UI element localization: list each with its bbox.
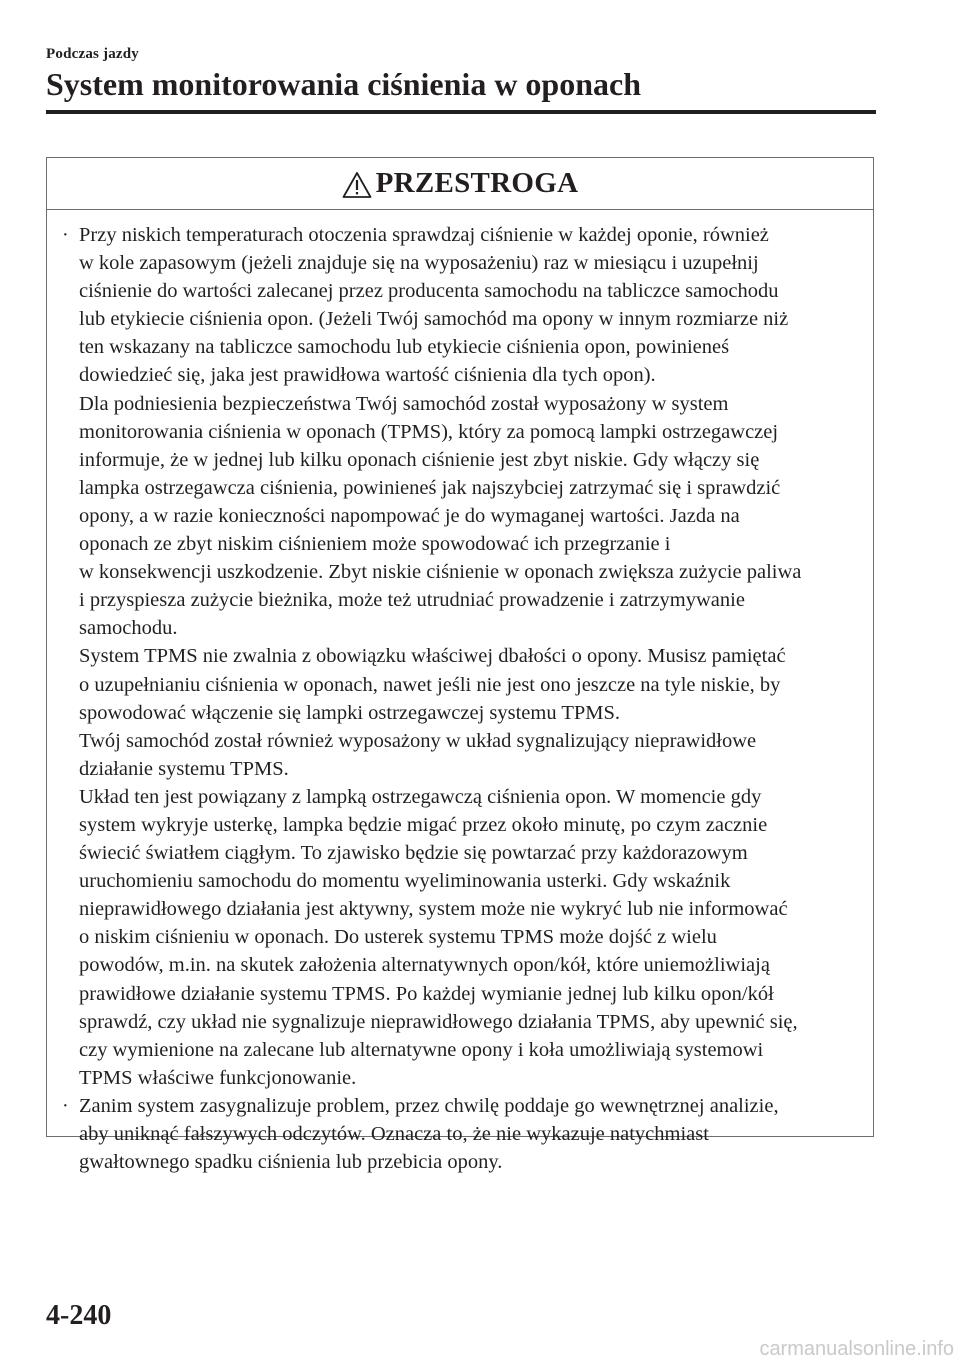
text-line: uruchomieniu samochodu do momentu wyeliminowania usterki. Gdy wskaźnik (79, 870, 731, 893)
text-line: w konsekwencji uszkodzenie. Zbyt niskie ciśnienie w oponach zwiększa zużycie paliwa (79, 561, 802, 584)
text-line: o niskim ciśnieniu w oponach. Do usterek systemu TPMS może dojść z wielu (79, 926, 717, 949)
text-line: prawidłowe działanie systemu TPMS. Po każdej wymianie jednej lub kilku opon/kół (79, 982, 774, 1005)
text-line: Twój samochód został również wyposażony w układ sygnalizujący nieprawidłowe (79, 729, 757, 752)
text-line: świecić światłem ciągłym. To zjawisko będzie się powtarzać przy każdorazowym (79, 842, 748, 865)
text-line: Dla podniesienia bezpieczeństwa Twój samochód został wyposażony w system (79, 392, 729, 415)
text-line: gwałtownego spadku ciśnienia lub przebicia opony. (79, 1151, 503, 1174)
text-line: Układ ten jest powiązany z lampką ostrzegawczą ciśnienia opon. W momencie gdy (79, 785, 762, 808)
watermark: carmanualsonline.info (759, 1338, 954, 1360)
text-line: spowodować włączenie się lampki ostrzegawczej systemu TPMS. (79, 701, 621, 724)
caution-bullet (47, 1092, 873, 1176)
page-title: System monitorowania ciśnienia w oponach (46, 66, 642, 102)
bullet-marker: · (62, 1094, 69, 1117)
caution-body (47, 210, 873, 1176)
section-label: Podczas jazdy (46, 46, 140, 62)
caution-title: PRZESTROGA (375, 167, 579, 199)
caution-header (47, 158, 873, 210)
text-line: nieprawidłowego działania jest aktywny, system może nie wykryć lub nie informować (79, 898, 788, 921)
text-line: oponach ze zbyt niskim ciśnieniem może spowodować ich przegrzanie i (79, 533, 671, 556)
text-line: Przy niskich temperaturach otoczenia sprawdzaj ciśnienie w każdej oponie, również (79, 224, 769, 246)
title-rule (46, 110, 876, 114)
text-line: TPMS właściwe funkcjonowanie. (79, 1066, 357, 1089)
text-line: opony, a w razie konieczności napompować je do wymaganej wartości. Jazda na (79, 504, 740, 527)
text-line: Zanim system zasygnalizuje problem, przez chwilę poddaje go wewnętrznej analizie, (79, 1094, 779, 1117)
text-line: samochodu. (79, 617, 178, 640)
text-line: w kole zapasowym (jeżeli znajduje się na wyposażeniu) raz w miesiącu i uzupełnij (79, 252, 759, 275)
text-line: powodów, m.in. na skutek założenia alternatywnych opon/kół, które uniemożliwiają (79, 954, 770, 977)
warning-triangle-icon (342, 171, 372, 199)
text-line: lampka ostrzegawcza ciśnienia, powinieneś jak najszybciej zatrzymać się i sprawdzić (79, 476, 781, 499)
text-line: ciśnienie do wartości zalecanej przez producenta samochodu na tabliczce samochodu (79, 280, 779, 303)
text-line: o uzupełnianiu ciśnienia w oponach, nawet jeśli nie jest ono jeszcze na tyle niskie, by (79, 673, 781, 696)
text-line: system wykryje usterkę, lampka będzie migać przez około minutę, po czym zacznie (79, 813, 768, 836)
text-line: aby uniknąć fałszywych odczytów. Oznacza to, że nie wykazuje natychmiast (79, 1123, 709, 1145)
bullet-marker: · (62, 224, 69, 246)
text-line: lub etykiecie ciśnienia opon. (Jeżeli Twój samochód ma opony w innym rozmiarze niż (79, 308, 789, 331)
caution-bullet (47, 221, 873, 1092)
text-line: dowiedzieć się, jaka jest prawidłowa wartość ciśnienia dla tych opon). (79, 364, 656, 387)
text-line: ten wskazany na tabliczce samochodu lub etykiecie ciśnienia opon, powinieneś (79, 336, 730, 359)
text-line: czy wymienione na zalecane lub alternatywne opony i koła umożliwiają systemowi (79, 1038, 764, 1061)
text-line: działanie systemu TPMS. (79, 757, 289, 780)
text-line: monitorowania ciśnienia w oponach (TPMS), który za pomocą lampki ostrzegawczej (79, 420, 779, 443)
text-line: System TPMS nie zwalnia z obowiązku właściwej dbałości o opony. Musisz pamiętać (79, 645, 786, 668)
text-line: informuje, że w jednej lub kilku oponach ciśnienie jest zbyt niskie. Gdy włączy się (79, 448, 760, 471)
text-line: sprawdź, czy układ nie sygnalizuje nieprawidłowego działania TPMS, aby upewnić się, (79, 1010, 798, 1033)
text-line: i przyspiesza zużycie bieżnika, może też utrudniać prowadzenie i zatrzymywanie (79, 589, 745, 612)
page-number: 4-240 (46, 1300, 112, 1331)
caution-box (46, 157, 874, 1174)
